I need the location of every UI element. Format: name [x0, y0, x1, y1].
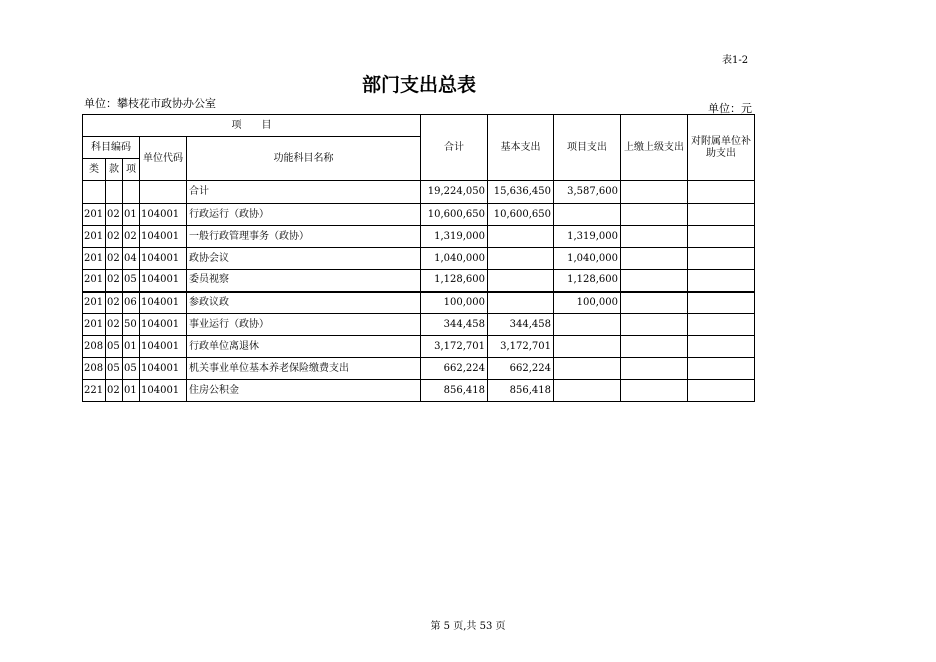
cell-project: 1,319,000	[554, 226, 621, 248]
cell-unit-code	[140, 181, 187, 204]
cell-xiang: 01	[123, 204, 140, 226]
unit-organization: 单位：攀枝花市政协办公室	[84, 97, 216, 110]
cell-project: 1,040,000	[554, 248, 621, 270]
cell-unit-code: 104001	[140, 358, 187, 380]
cell-lei: 201	[83, 248, 106, 270]
cell-total: 1,319,000	[421, 226, 488, 248]
cell-total: 344,458	[421, 314, 488, 336]
cell-basic	[488, 270, 554, 292]
cell-project	[554, 336, 621, 358]
cell-name: 行政单位离退休	[187, 336, 421, 358]
cell-project	[554, 204, 621, 226]
cell-total: 10,600,650	[421, 204, 488, 226]
cell-total: 3,172,701	[421, 336, 488, 358]
cell-name: 事业运行（政协）	[187, 314, 421, 336]
cell-upper	[621, 358, 688, 380]
cell-basic	[488, 248, 554, 270]
table-row	[83, 358, 755, 380]
cell-subsidy	[688, 336, 755, 358]
table-row	[83, 204, 755, 226]
cell-basic: 10,600,650	[488, 204, 554, 226]
page-footer: 第 5 页,共 53 页	[430, 621, 506, 632]
header-function-name: 功能科目名称	[187, 137, 421, 181]
cell-lei: 221	[83, 380, 106, 402]
unit-currency: 单位：元	[708, 102, 752, 115]
cell-name: 参政议政	[187, 292, 421, 314]
cell-basic	[488, 226, 554, 248]
cell-kuan: 02	[106, 204, 123, 226]
cell-xiang: 05	[123, 270, 140, 292]
cell-subsidy	[688, 204, 755, 226]
cell-project: 3,587,600	[554, 181, 621, 204]
cell-lei: 201	[83, 226, 106, 248]
cell-name: 合计	[187, 181, 421, 204]
cell-basic: 344,458	[488, 314, 554, 336]
cell-unit-code: 104001	[140, 314, 187, 336]
table-number: 表1-2	[722, 55, 749, 66]
cell-lei: 208	[83, 358, 106, 380]
header-unit-code: 单位代码	[140, 137, 187, 181]
cell-project: 100,000	[554, 292, 621, 314]
cell-xiang: 05	[123, 358, 140, 380]
cell-basic	[488, 292, 554, 314]
cell-lei: 201	[83, 204, 106, 226]
cell-xiang: 01	[123, 336, 140, 358]
cell-kuan: 02	[106, 314, 123, 336]
cell-unit-code: 104001	[140, 292, 187, 314]
table-row	[83, 380, 755, 402]
cell-upper	[621, 248, 688, 270]
cell-subsidy	[688, 270, 755, 292]
cell-basic: 15,636,450	[488, 181, 554, 204]
cell-upper	[621, 181, 688, 204]
header-basic: 基本支出	[488, 115, 554, 181]
cell-unit-code: 104001	[140, 204, 187, 226]
cell-subsidy	[688, 248, 755, 270]
cell-subsidy	[688, 292, 755, 314]
cell-name: 住房公积金	[187, 380, 421, 402]
header-project: 项 目	[83, 115, 421, 137]
cell-lei: 201	[83, 270, 106, 292]
cell-lei	[83, 181, 106, 204]
cell-upper	[621, 270, 688, 292]
header-project-expenditure: 项目支出	[554, 115, 621, 181]
cell-upper	[621, 204, 688, 226]
page-title: 部门支出总表	[361, 74, 476, 96]
expenditure-table	[82, 114, 755, 402]
cell-unit-code: 104001	[140, 226, 187, 248]
header-lei: 类	[83, 159, 106, 181]
cell-kuan: 05	[106, 336, 123, 358]
cell-kuan: 05	[106, 358, 123, 380]
header-subsidy: 对附属单位补助支出	[688, 115, 755, 181]
cell-xiang: 02	[123, 226, 140, 248]
cell-unit-code: 104001	[140, 380, 187, 402]
cell-kuan: 02	[106, 292, 123, 314]
header-xiang: 项	[123, 159, 140, 181]
header-subject-code: 科目编码	[83, 137, 140, 159]
cell-xiang: 50	[123, 314, 140, 336]
cell-unit-code: 104001	[140, 270, 187, 292]
cell-name: 委员视察	[187, 270, 421, 292]
cell-basic: 662,224	[488, 358, 554, 380]
cell-kuan: 02	[106, 226, 123, 248]
cell-total: 856,418	[421, 380, 488, 402]
header-kuan: 款	[106, 159, 123, 181]
cell-xiang: 01	[123, 380, 140, 402]
cell-total: 1,128,600	[421, 270, 488, 292]
cell-name: 政协会议	[187, 248, 421, 270]
cell-upper	[621, 336, 688, 358]
table-row	[83, 336, 755, 358]
cell-name: 行政运行（政协）	[187, 204, 421, 226]
table-row	[83, 226, 755, 248]
cell-upper	[621, 292, 688, 314]
table-row	[83, 248, 755, 270]
cell-name: 一般行政管理事务（政协）	[187, 226, 421, 248]
cell-lei: 208	[83, 336, 106, 358]
cell-kuan: 02	[106, 270, 123, 292]
cell-unit-code: 104001	[140, 248, 187, 270]
cell-total: 1,040,000	[421, 248, 488, 270]
cell-project	[554, 314, 621, 336]
cell-project	[554, 358, 621, 380]
cell-total: 100,000	[421, 292, 488, 314]
cell-subsidy	[688, 380, 755, 402]
cell-kuan	[106, 181, 123, 204]
cell-basic: 3,172,701	[488, 336, 554, 358]
cell-xiang	[123, 181, 140, 204]
cell-subsidy	[688, 226, 755, 248]
cell-lei: 201	[83, 292, 106, 314]
table-row	[83, 270, 755, 292]
cell-total: 19,224,050	[421, 181, 488, 204]
cell-upper	[621, 314, 688, 336]
cell-xiang: 06	[123, 292, 140, 314]
cell-basic: 856,418	[488, 380, 554, 402]
cell-subsidy	[688, 358, 755, 380]
cell-kuan: 02	[106, 380, 123, 402]
cell-subsidy	[688, 314, 755, 336]
table-row	[83, 314, 755, 336]
table-row	[83, 292, 755, 314]
cell-upper	[621, 380, 688, 402]
cell-total: 662,224	[421, 358, 488, 380]
cell-subsidy	[688, 181, 755, 204]
cell-project: 1,128,600	[554, 270, 621, 292]
cell-xiang: 04	[123, 248, 140, 270]
cell-upper	[621, 226, 688, 248]
cell-project	[554, 380, 621, 402]
cell-name: 机关事业单位基本养老保险缴费支出	[187, 358, 421, 380]
cell-kuan: 02	[106, 248, 123, 270]
cell-lei: 201	[83, 314, 106, 336]
header-total: 合计	[421, 115, 488, 181]
header-upper-payment: 上缴上级支出	[621, 115, 688, 181]
cell-unit-code: 104001	[140, 336, 187, 358]
table-row-total	[83, 181, 755, 204]
